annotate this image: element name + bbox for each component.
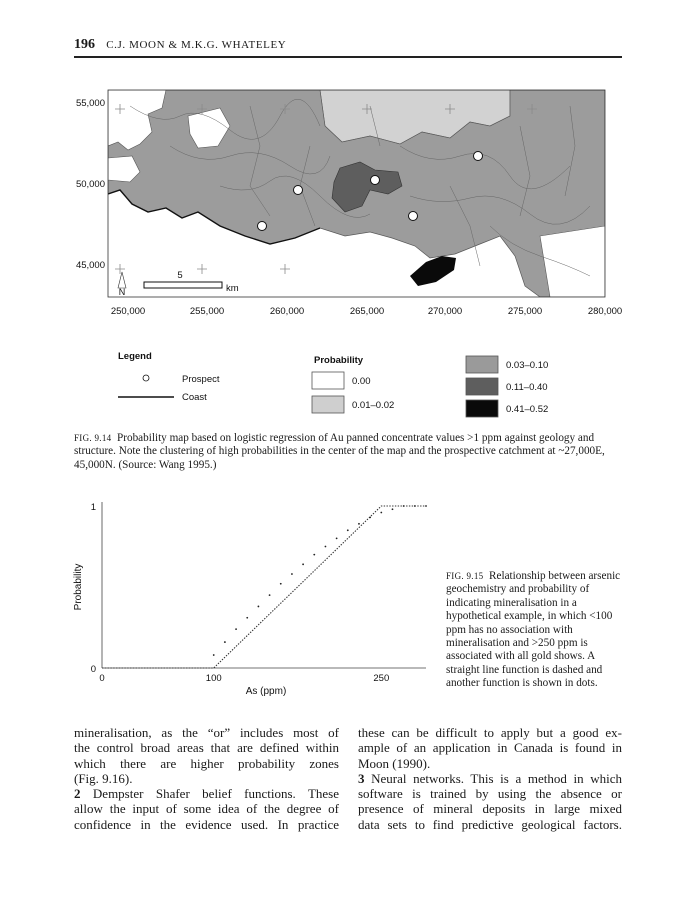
map-area: [108, 90, 605, 297]
probability-swatch: [466, 400, 498, 417]
text-line: the control broad areas that are defined within: [74, 740, 339, 756]
dot-series-point: [302, 563, 304, 565]
dot-series-point: [358, 523, 360, 525]
text-line: (Fig. 9.16).: [74, 770, 133, 786]
dot-series-point: [414, 505, 416, 507]
probability-class-label: 0.41–0.52: [506, 404, 549, 415]
legend-title: Legend: [118, 351, 152, 362]
scale-unit: km: [226, 283, 239, 294]
map-x-tick: 255,000: [189, 306, 225, 317]
dot-series-point: [336, 538, 338, 540]
caption-text: Relationship between arsenic geochemistry and probability of indicating mineralisation in a hypothetical example, in which <100 ppm has no association with mineralisation and >250 ppm is associated with all gold shows. A straight line function is dashed and another function is shown in dots.: [446, 570, 621, 690]
dashed-series-line: [102, 506, 426, 668]
map-legend: [110, 346, 570, 420]
body-column-left: [74, 725, 339, 832]
text-line: software is trained by using the absence or: [358, 786, 622, 802]
dot-series-point: [325, 546, 327, 548]
y-tick-label: 0: [90, 664, 96, 675]
text-line: 2 Dempster Shafer belief functions. These: [74, 786, 340, 802]
legend-coast-label: Coast: [182, 392, 207, 403]
dot-series-point: [425, 505, 427, 507]
arsenic-probability-chart: [70, 496, 440, 702]
text-line: Moon (1990).: [358, 755, 431, 771]
caption-text: Probability map based on logistic regression of Au panned concentrate values >1 ppm against geology and structure. Note the clustering of high probabilities in the center of the map and the prospective catchment at ~27,000E, 45,000N. (Source: Wang 1995.): [74, 432, 605, 471]
text-line: ample of an application in Canada is found in: [358, 740, 622, 756]
chart-axes: [102, 502, 426, 668]
text-line: mineralisation, as the “or” includes most of: [74, 725, 339, 740]
text-line: which there are higher probability zones: [74, 755, 339, 771]
x-tick-label: 100: [205, 673, 222, 684]
map-y-tick: 45,000: [75, 260, 105, 271]
dot-series-point: [269, 594, 271, 596]
text-line: these can be difficult to apply but a good ex-: [358, 725, 622, 740]
dot-series-point: [258, 606, 260, 608]
x-axis-label: As (ppm): [245, 686, 287, 697]
text-line: 3 Neural networks. This is a method in which: [358, 770, 622, 786]
running-head-authors: C.J. MOON & M.K.G. WHATELEY: [106, 39, 287, 51]
text-line: confidence in the evidence used. In practice: [74, 816, 339, 832]
dot-series-point: [291, 573, 293, 575]
probability-class-label: 0.03–0.10: [506, 360, 549, 371]
header-rule: [74, 56, 622, 58]
map-y-tick: 50,000: [75, 179, 105, 190]
dot-series-point: [313, 554, 315, 556]
legend-probability-title: Probability: [314, 355, 364, 366]
dot-series-point: [280, 583, 282, 585]
probability-class-label: 0.00: [352, 376, 371, 387]
x-tick-label: 0: [99, 673, 105, 684]
dot-series-point: [392, 508, 394, 510]
dot-series-point: [213, 654, 215, 656]
map-x-tick: 260,000: [269, 306, 305, 317]
running-head: [74, 36, 622, 53]
text-line: allow the input of some idea of the degree of: [74, 801, 339, 817]
map-x-tick: 265,000: [349, 306, 385, 317]
map-x-tick: 270,000: [427, 306, 463, 317]
probability-class-label: 0.01–0.02: [352, 400, 395, 411]
probability-swatch: [312, 372, 344, 389]
north-label: N: [118, 287, 126, 297]
y-axis-label: Probability: [73, 563, 84, 611]
map-y-tick: 55,000: [75, 98, 105, 109]
dot-series-point: [369, 516, 371, 518]
dot-series-point: [347, 529, 349, 531]
x-tick-label: 250: [373, 673, 390, 684]
probability-map-figure: [70, 86, 630, 320]
map-x-tick: 250,000: [110, 306, 146, 317]
figure-label: FIG. 9.15: [446, 571, 484, 581]
map-x-tick: 280,000: [587, 306, 623, 317]
probability-class-label: 0.11–0.40: [506, 382, 548, 393]
scale-value: 5: [177, 270, 183, 281]
dot-series-point: [224, 641, 226, 643]
dot-series-point: [403, 505, 405, 507]
text-line: data sets to find predictive geological factors.: [358, 816, 622, 832]
y-tick-label: 1: [90, 502, 96, 513]
figure-9-14-caption: [74, 432, 620, 472]
probability-swatch: [312, 396, 344, 413]
probability-swatch: [466, 378, 498, 395]
dot-series-point: [235, 628, 237, 630]
map-x-tick: 275,000: [507, 306, 543, 317]
probability-swatch: [466, 356, 498, 373]
legend-prospect-label: Prospect: [182, 374, 220, 385]
page-number: 196: [74, 37, 95, 52]
figure-9-15-caption: [446, 570, 626, 691]
text-line: presence of mineral deposits in large mixed: [358, 801, 622, 817]
dot-series-point: [246, 617, 248, 619]
prospect-symbol-icon: [143, 375, 149, 381]
body-column-right: [358, 725, 622, 832]
figure-label: FIG. 9.14: [74, 433, 112, 443]
dot-series-point: [380, 512, 382, 514]
